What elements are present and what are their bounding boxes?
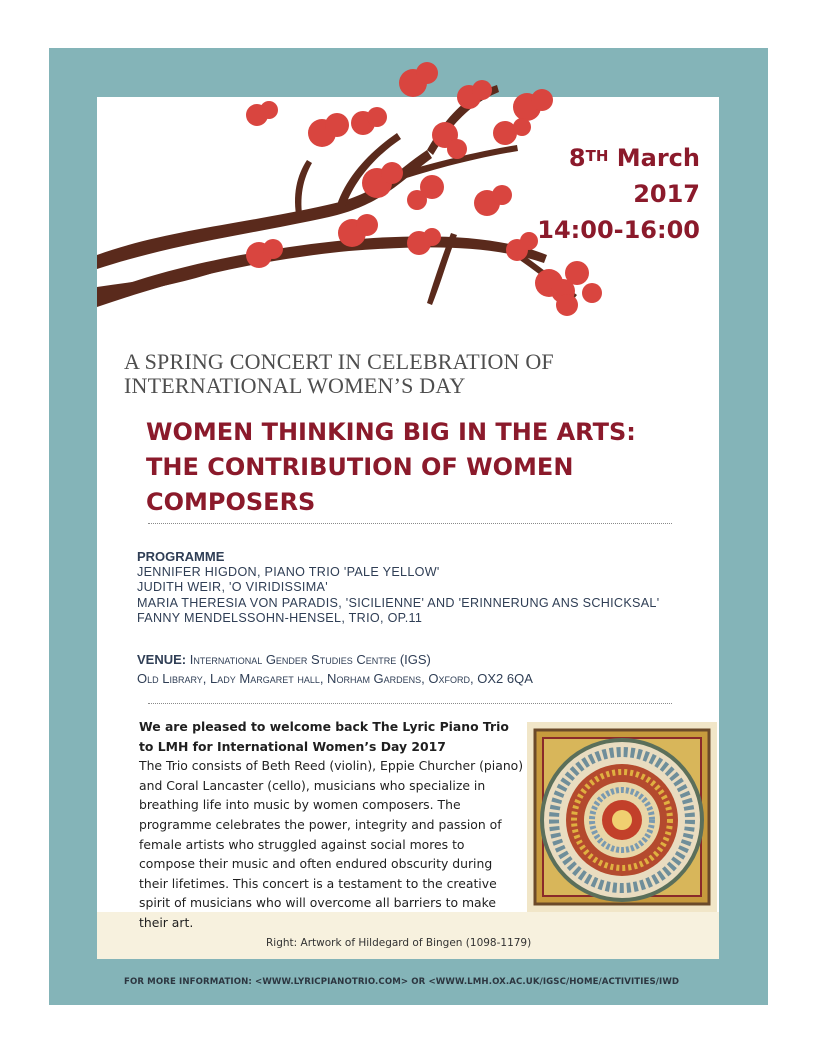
- concert-headline: [146, 415, 706, 520]
- footer-info: FOR MORE INFORMATION: <WWW.LYRICPIANOTRIO.COM> OR <WWW.LMH.OX.AC.UK/IGSC/HOME/ACTIVITIES/IWD: [124, 977, 680, 987]
- subtitle-line-1: A SPRING CONCERT IN CELEBRATION OF: [124, 349, 554, 374]
- description-lead-1: We are pleased to welcome back The Lyric Piano Trio: [139, 719, 509, 734]
- venue-label: VENUE:: [137, 652, 187, 667]
- venue-name: International Gender Studies Centre (IGS): [189, 652, 431, 667]
- description-text: The Trio consists of Beth Reed (violin), Eppie Churcher (piano) and Coral Lancaster (cello), musicians who specialize in breathing life into music by women composers. The programme celebrates the power, integrity and passion of female artists who struggled against social mores to compose their music and often endured obscurity during their lifetimes. This concert is a testament to the creative spirit of musicians who will overcome all barriers to make their art.: [139, 758, 524, 930]
- programme-section: [137, 549, 717, 627]
- description: [139, 717, 524, 933]
- date-suffix: TH: [585, 147, 609, 165]
- divider: [148, 703, 672, 704]
- programme-item: MARIA THERESIA VON PARADIS, 'SICILIENNE' AND 'ERINNERUNG ANS SCHICKSAL': [137, 595, 660, 610]
- programme-item: FANNY MENDELSSOHN-HENSEL, TRIO, OP.11: [137, 611, 423, 625]
- programme-item: JUDITH WEIR, 'O VIRIDISSIMA': [137, 580, 328, 594]
- date-month: March: [616, 144, 700, 172]
- divider: [148, 523, 672, 524]
- headline-line-2: THE CONTRIBUTION OF WOMEN: [146, 453, 574, 481]
- artwork-caption: Right: Artwork of Hildegard of Bingen (1098-1179): [266, 937, 532, 949]
- event-date: [537, 140, 700, 248]
- programme-item: JENNIFER HIGDON, PIANO TRIO 'PALE YELLOW': [137, 564, 440, 579]
- date-year: 2017: [633, 180, 700, 208]
- headline-line-3: COMPOSERS: [146, 488, 316, 516]
- programme-heading: PROGRAMME: [137, 549, 225, 564]
- description-lead-2: to LMH for International Women’s Day 2017: [139, 738, 446, 754]
- venue-section: [137, 650, 717, 688]
- concert-subtitle: [124, 350, 684, 398]
- hildegard-artwork-image: [527, 722, 717, 912]
- event-time: 14:00-16:00: [537, 216, 700, 244]
- venue-address: Old Library, Lady Margaret hall, Norham Gardens, Oxford, OX2 6QA: [137, 671, 533, 686]
- headline-line-1: WOMEN THINKING BIG IN THE ARTS:: [146, 418, 636, 446]
- subtitle-line-2: INTERNATIONAL WOMEN’S DAY: [124, 373, 466, 398]
- date-day: 8: [568, 144, 586, 172]
